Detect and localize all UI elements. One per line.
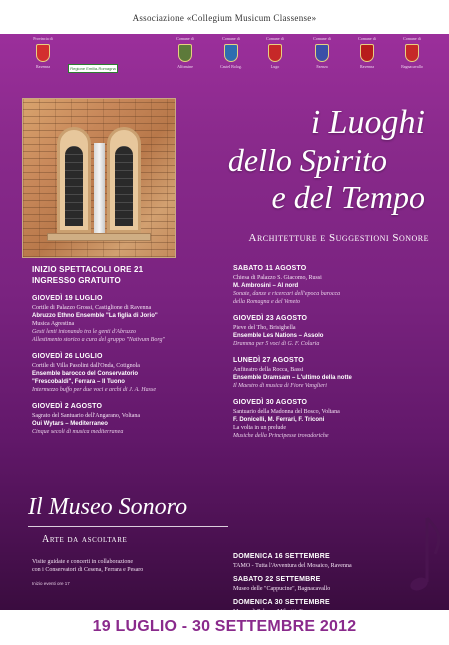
title-line-1: i Luoghi <box>310 104 425 141</box>
logo-place: Faenza <box>316 64 328 69</box>
logo-caption: Comune di <box>176 36 194 41</box>
event-date: SABATO 22 SETTEMBRE <box>233 576 321 583</box>
logo-caption: Comune di <box>358 36 376 41</box>
festival-dates: 19 LUGLIO - 30 SETTEMBRE 2012 <box>92 618 357 635</box>
event-line: Anfiteatro della Rocca, Bassi <box>233 367 304 373</box>
museo-title: Il Museo Sonoro <box>28 494 188 520</box>
event-line: Il Maestro di musica di Fiore Vanglieri <box>233 383 327 389</box>
event-line: F. Donicelli, M. Ferrari, F. Triconi <box>233 417 325 423</box>
logo-place: Ravenna <box>360 64 374 69</box>
sponsor-logo-2 <box>214 36 248 69</box>
sponsor-logo-0 <box>26 36 60 69</box>
event-date: GIOVEDÌ 26 LUGLIO <box>32 353 103 360</box>
visits-line-2: con i Conservatori di Cesena, Ferrara e Pesaro <box>32 567 144 573</box>
logo-caption: Comune di <box>403 36 421 41</box>
event-line: Cinque secoli di musica mediterranea <box>32 429 124 435</box>
museo-event <box>233 575 423 593</box>
coat-of-arms-icon <box>360 44 374 62</box>
event-line: Oui Wytars – Mediterraneo <box>32 421 108 427</box>
event-block <box>233 314 433 348</box>
event-block <box>233 356 433 390</box>
museo-rule <box>28 526 228 527</box>
intro-line-2: INGRESSO GRATUITO <box>32 276 121 285</box>
event-line: La volta in un prelude <box>233 425 286 431</box>
museo-visits <box>32 558 232 588</box>
music-note-icon <box>405 514 445 604</box>
poster <box>0 34 449 610</box>
coat-of-arms-icon <box>36 44 50 62</box>
visits-line-1: Visite guidate e concerti in collaborazione <box>32 559 134 565</box>
event-date: SABATO 11 AGOSTO <box>233 265 307 272</box>
coat-of-arms-icon <box>224 44 238 62</box>
sponsor-logo-6 <box>395 36 429 69</box>
museo-event <box>233 552 423 570</box>
region-logo <box>68 64 118 73</box>
logo-caption: Provincia di <box>33 36 53 41</box>
event-line: M. Ambrosini – Al nord <box>233 283 299 289</box>
sponsor-logo-5 <box>350 36 384 69</box>
title-line-2: dello Spirito <box>227 142 387 178</box>
event-date: GIOVEDÌ 19 LUGLIO <box>32 295 103 302</box>
intro-line-1: INIZIO SPETTACOLI ORE 21 <box>32 265 144 274</box>
museo-subtitle: Arte da ascoltare <box>42 534 128 545</box>
window-left <box>57 127 91 233</box>
logo-caption: Comune di <box>266 36 284 41</box>
logo-caption: Comune di <box>222 36 240 41</box>
event-line: Chiesa di Palazzo S. Giacomo, Russi <box>233 275 322 281</box>
footer <box>0 610 449 645</box>
event-line: Ensemble Dramsam – L'ultimo della notte <box>233 375 352 381</box>
window-right <box>107 127 141 233</box>
coat-of-arms-icon <box>405 44 419 62</box>
event-line: Ensemble barocco del Conservatorio <box>32 371 139 377</box>
association-name: Associazione «Collegium Musicum Classense» <box>132 13 317 23</box>
title-line-3: e del Tempo <box>271 179 425 215</box>
event-place: Museo delle "Cappucine", Bagnacavallo <box>233 586 331 592</box>
event-date: GIOVEDÌ 2 AGOSTO <box>32 403 103 410</box>
event-line: Abruzzo Ethno Ensemble "La figlia di Jorio" <box>32 313 158 319</box>
event-block <box>233 264 433 306</box>
event-line: Intermezzo buffo per due voci e archi di J. A. Hasse <box>32 387 156 393</box>
event-line: Musica Agrestina <box>32 321 75 327</box>
coat-of-arms-icon <box>178 44 192 62</box>
event-line: Ensemble Les Nations – Assolo <box>233 333 324 339</box>
logo-place: Bagnacavallo <box>401 64 423 69</box>
event-date: DOMENICA 16 SETTEMBRE <box>233 553 330 560</box>
subtitle: Architetture e Suggestioni Sonore <box>248 232 429 244</box>
event-line: Gesti lenti intonando tra le genti d'Abruzzo <box>32 329 136 335</box>
sponsor-logo-4 <box>305 36 339 69</box>
event-line: Cortile di Palazzo Grossi, Castiglione di Ravenna <box>32 305 152 311</box>
event-line: Sagrato del Santuario dell'Angarano, Voltana <box>32 413 140 419</box>
logo-caption: Comune di <box>313 36 331 41</box>
museo-events <box>233 552 423 616</box>
event-date: LUNEDÌ 27 AGOSTO <box>233 357 304 364</box>
sponsor-logos <box>0 34 449 86</box>
event-block <box>32 402 217 436</box>
right-column <box>233 264 433 440</box>
logo-place: Castel Bolog. <box>220 64 242 69</box>
left-column <box>32 264 217 436</box>
event-place: TAMO - Tutta l'Avventura del Mosaico, Ravenna <box>233 563 352 569</box>
sponsor-logo-3 <box>258 36 292 69</box>
event-line: Sonate, danze e ricercari dell'epoca barocca <box>233 291 341 297</box>
church-window-photo <box>22 98 176 258</box>
sponsor-logo-1 <box>168 36 202 69</box>
event-block <box>233 398 433 440</box>
event-date: GIOVEDÌ 30 AGOSTO <box>233 399 308 406</box>
event-date: DOMENICA 30 SETTEMBRE <box>233 599 330 606</box>
event-line: "Frescobaldi", Ferrara – Il Tuono <box>32 379 125 385</box>
coat-of-arms-icon <box>268 44 282 62</box>
event-line: Cortile di Villa Pasolini dall'Onda, Cotignola <box>32 363 140 369</box>
top-banner <box>0 0 449 34</box>
region-logo-label: Regione Emilia-Romagna <box>70 66 116 71</box>
event-line: Dramma per 5 voci di G. F. Coluria <box>233 341 320 347</box>
event-date: GIOVEDÌ 23 AGOSTO <box>233 315 308 322</box>
window-sill <box>47 233 151 241</box>
event-block <box>32 294 217 344</box>
visits-note: Inizio eventi ore 17 <box>32 581 70 586</box>
logo-place: Ravenna <box>36 64 50 69</box>
event-block <box>32 352 217 394</box>
coat-of-arms-icon <box>315 44 329 62</box>
window-column <box>94 143 105 237</box>
logo-place: Alfonsine <box>177 64 193 69</box>
event-line: della Romagna e del Veneto <box>233 299 300 305</box>
event-line: Allestimento storico a cura del gruppo "Nativum Borg" <box>32 337 165 343</box>
event-line: Santuario della Madonna del Bosco, Voltana <box>233 409 340 415</box>
event-line: Pieve del Tho, Brisighella <box>233 325 296 331</box>
event-line: Musiche della Principesse trovadoriche <box>233 433 329 439</box>
logo-place: Lugo <box>270 64 280 69</box>
